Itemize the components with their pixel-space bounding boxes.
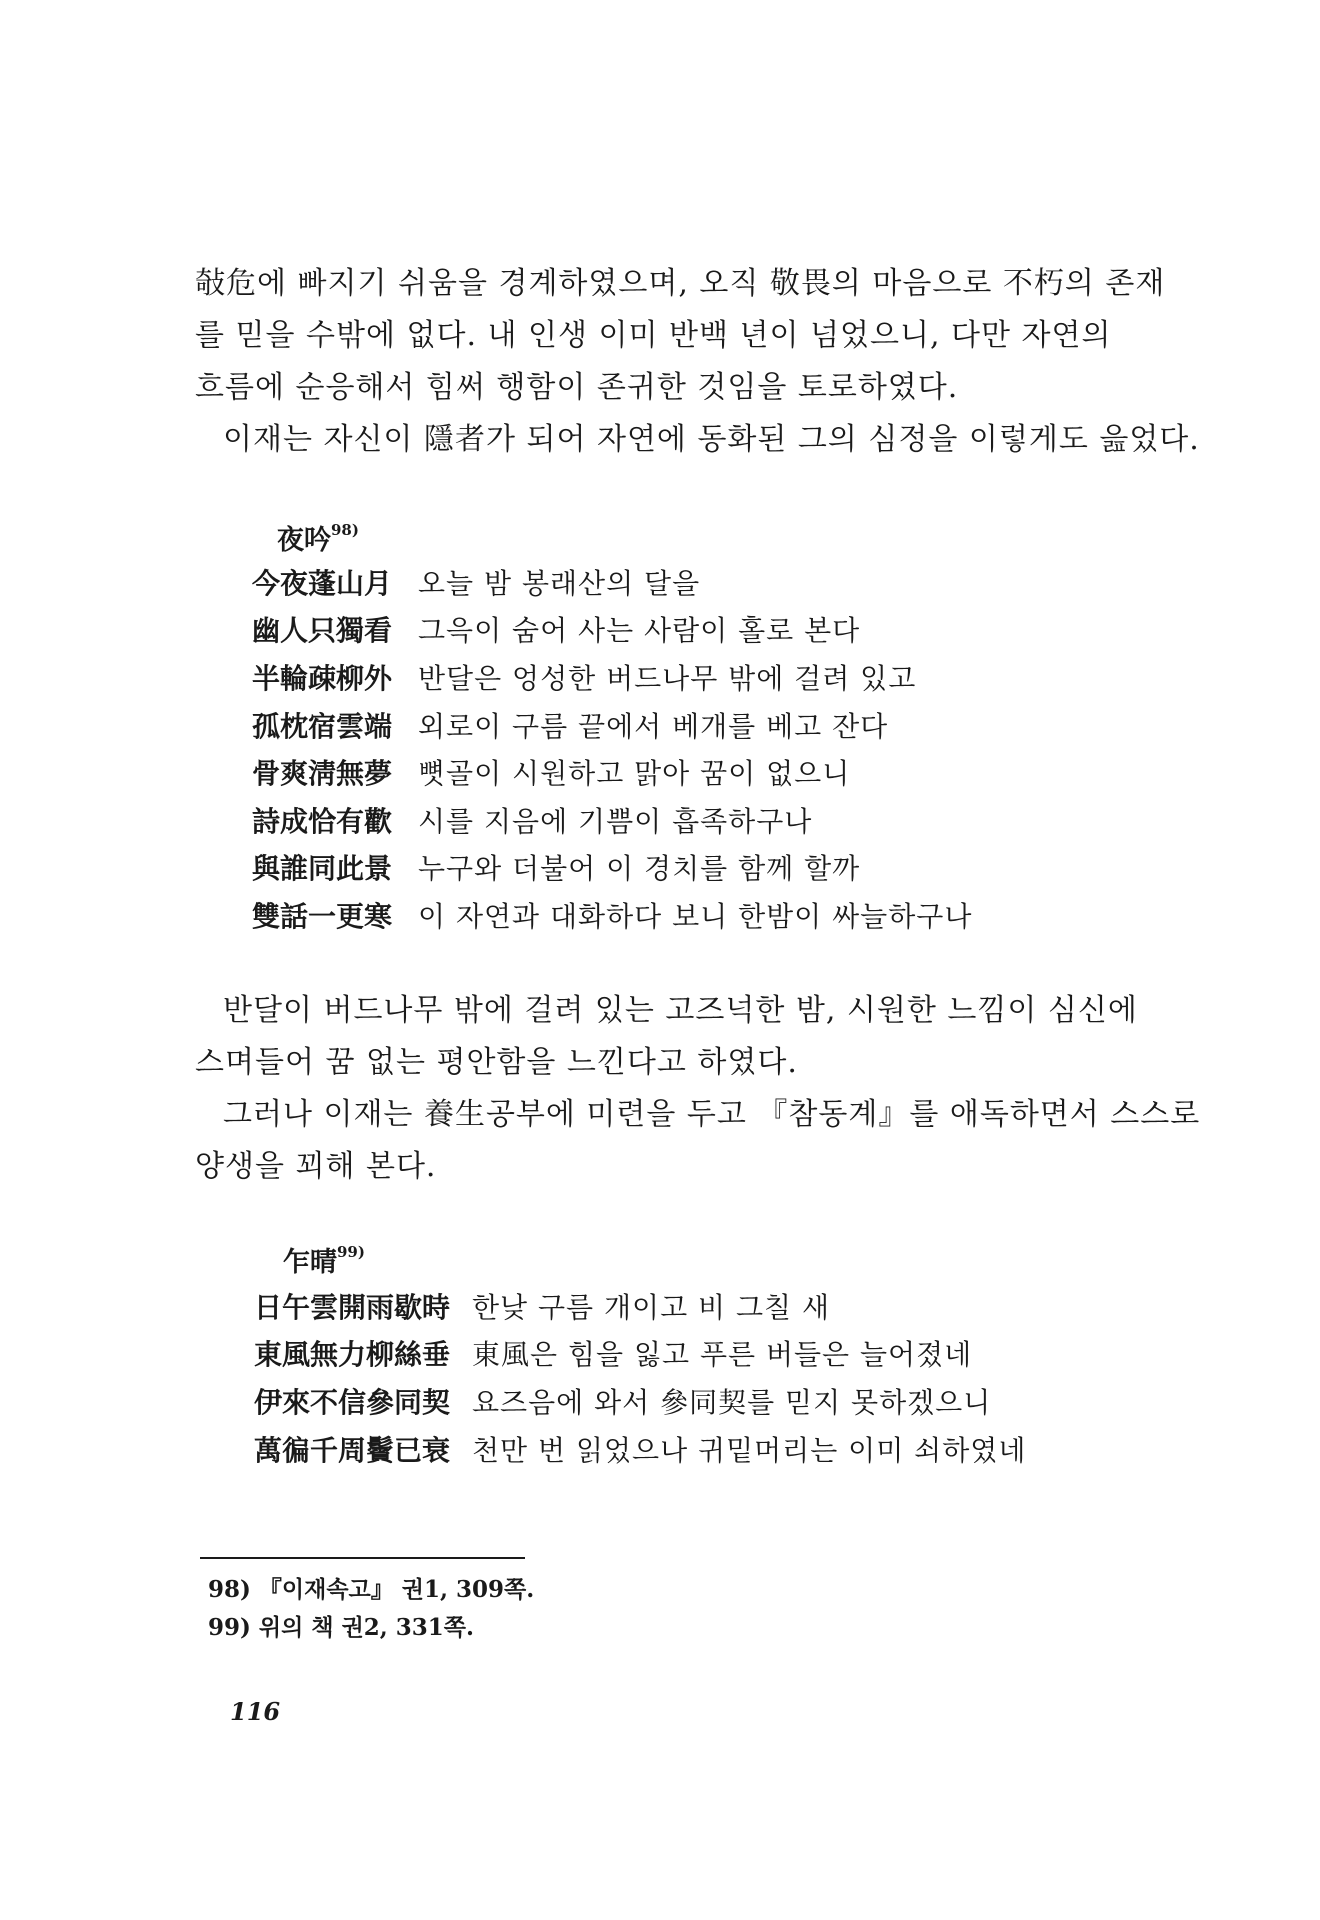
poem-line [252,891,972,939]
footnote-99: 99) 위의 책 권2, 331쪽. [208,1614,475,1641]
poem-translation: 누구와 더불어 이 경치를 함께 할까 [418,852,861,886]
poem-line [252,796,972,844]
poem-line [254,1377,1026,1425]
poem-translation: 한낮 구름 개이고 비 그칠 새 [472,1290,831,1324]
paragraph-line: 를 믿을 수밖에 없다. 내 인생 이미 반백 년이 넘었으니, 다만 자연의 [195,318,1112,353]
footnote-divider [200,1557,525,1559]
page-number: 116 [230,1697,281,1726]
poem-translation: 반달은 엉성한 버드나무 밖에 걸려 있고 [418,661,917,695]
poem-line [252,701,972,749]
poem-hanja: 雙話一更寒 [252,899,393,933]
poem-translation: 뼛골이 시원하고 맑아 꿈이 없으니 [418,757,851,791]
footnotes [208,1571,534,1647]
footnote-98: 98) 『이재속고』 권1, 309쪽. [208,1576,535,1603]
paragraph-line: 양생을 꾀해 본다. [195,1149,437,1184]
poem-hanja: 伊來不信參同契 [254,1385,451,1419]
poem-line [252,844,972,892]
poem-translation: 외로이 구름 끝에서 베개를 베고 잔다 [418,709,889,743]
poem-line [252,748,972,796]
poem-line [252,606,972,654]
poem-hanja: 今夜蓬山月 [252,566,393,600]
poem-hanja: 幽人只獨看 [252,614,393,648]
poem-translation: 천만 번 읽었으나 귀밑머리는 이미 쇠하였네 [472,1433,1027,1467]
poem-title-text: 乍晴 [283,1247,337,1278]
poem-line [252,653,972,701]
paragraph-2 [195,985,1201,1193]
poem-hanja: 與誰同此景 [252,852,393,886]
poem-hanja: 日午雲開雨歇時 [254,1290,451,1324]
poem-2 [254,1282,1026,1472]
paragraph-line: 스며들어 꿈 없는 평안함을 느낀다고 하였다. [195,1045,798,1080]
paragraph-line: 흐름에 순응해서 힘써 행함이 존귀한 것임을 토로하였다. [195,370,959,405]
poem-translation: 오늘 밤 봉래산의 달을 [418,566,701,600]
poem-translation: 시를 지음에 기쁨이 흡족하구나 [418,804,813,838]
footnote-ref: 98) [331,521,359,539]
poem-hanja: 半輪疎柳外 [252,661,393,695]
paragraph-line: 이재는 자신이 隱者가 되어 자연에 동화된 그의 심정을 이렇게도 읊었다. [223,422,1200,457]
footnote-ref: 99) [337,1243,365,1261]
poem-2-title [283,1240,365,1279]
poem-hanja: 骨爽淸無夢 [252,757,393,791]
poem-hanja: 萬徧千周鬢已衰 [254,1433,451,1467]
poem-hanja: 詩成恰有歡 [252,804,393,838]
paragraph-line: 敧危에 빠지기 쉬움을 경계하였으며, 오직 敬畏의 마음으로 不朽의 존재 [195,266,1166,301]
poem-hanja: 東風無力柳絲垂 [254,1338,451,1372]
poem-line [252,558,972,606]
poem-title-text: 夜吟 [277,525,331,556]
poem-1-title [277,518,359,557]
paragraph-line: 반달이 버드나무 밖에 걸려 있는 고즈넉한 밤, 시원한 느낌이 심신에 [223,993,1138,1028]
poem-hanja: 孤枕宿雲端 [252,709,393,743]
poem-1 [252,558,972,939]
poem-translation: 요즈음에 와서 參同契를 믿지 못하겠으니 [472,1385,992,1419]
poem-line [254,1330,1026,1378]
poem-translation: 이 자연과 대화하다 보니 한밤이 싸늘하구나 [418,899,973,933]
paragraph-line: 그러나 이재는 養生공부에 미련을 두고 『참동계』를 애독하면서 스스로 [223,1097,1201,1132]
poem-translation: 東風은 힘을 잃고 푸른 버들은 늘어졌네 [472,1338,973,1372]
poem-line [254,1425,1026,1473]
paragraph-1 [195,258,1200,466]
poem-line [254,1282,1026,1330]
poem-translation: 그윽이 숨어 사는 사람이 홀로 본다 [418,614,861,648]
